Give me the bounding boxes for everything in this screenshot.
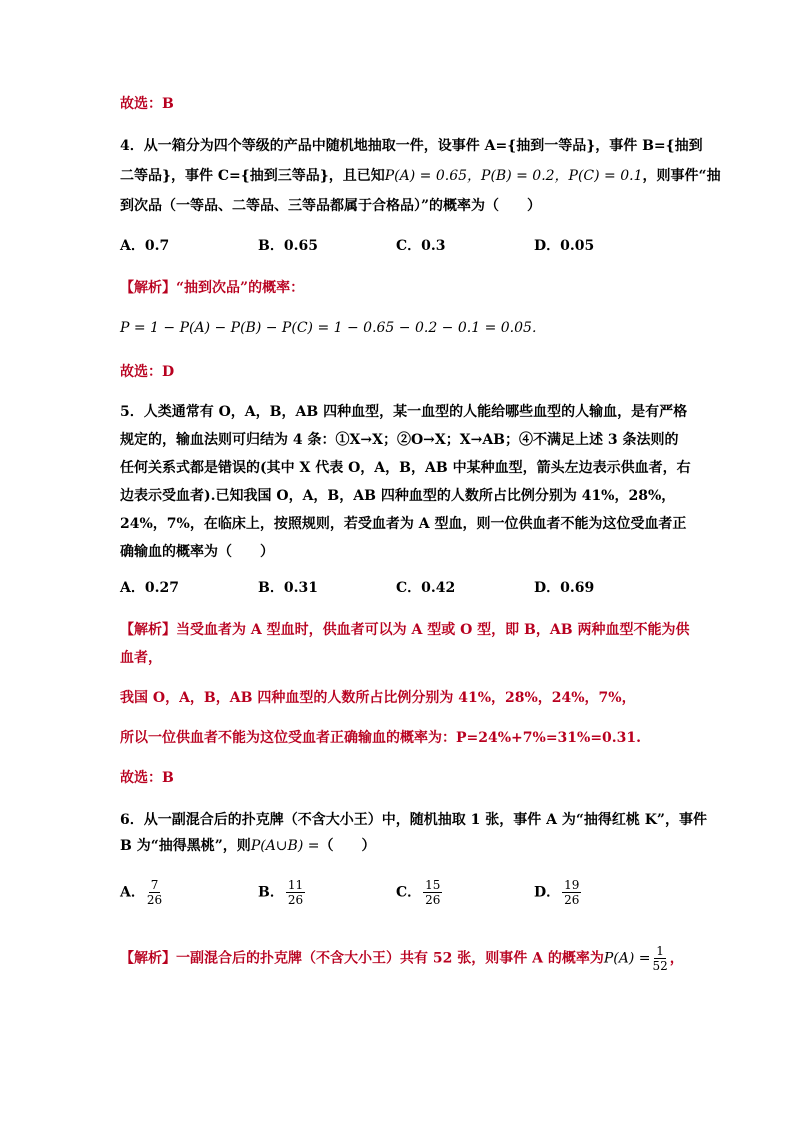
q5-stem-line2: 规定的，输血法则可归结为 4 条：①X→X；②O→X；X→AB；④不满足上述 3 条法则的 xyxy=(120,432,679,448)
q6-analysis-math: P(A) = xyxy=(603,950,651,967)
q5-stem-line5: 24%，7%，在临床上，按照规则，若受血者为 A 型血，则一位供血者不能为这位受血者正 xyxy=(120,516,687,532)
q4-option-a[interactable]: A．0.7 xyxy=(120,238,170,254)
q6-option-d[interactable] xyxy=(534,878,583,907)
analysis-label: 【解析】 xyxy=(120,622,176,638)
q4-option-c[interactable]: C．0.3 xyxy=(396,238,446,254)
q4-stem-line1: 4．从一箱分为四个等级的产品中随机地抽取一件，设事件 A={抽到一等品}，事件 B={抽到 xyxy=(120,138,703,154)
analysis-label: 【解析】 xyxy=(120,280,176,296)
q4-analysis xyxy=(120,278,304,298)
q4-stem-line2 xyxy=(120,166,721,186)
q3-answer: 故选：B xyxy=(120,96,174,112)
option-label: C． xyxy=(396,884,422,901)
q5-stem-line6: 确输血的概率为（ ） xyxy=(120,544,274,560)
q5-analysis-line4: 所以一位供血者不能为这位受血者正确输血的概率为：P=24%+7%=31%=0.31. xyxy=(120,730,642,746)
q5-stem-line1: 5．人类通常有 O，A，B，AB 四种血型，某一血型的人能给哪些血型的人输血，是有严格 xyxy=(120,404,688,420)
fraction xyxy=(423,878,442,907)
q6-stem-line2-tail: （ ） xyxy=(319,838,376,854)
q4-analysis-text: “抽到次品”的概率： xyxy=(176,280,305,296)
q5-option-b[interactable]: B．0.31 xyxy=(258,580,318,596)
fraction-denominator: 26 xyxy=(564,893,580,907)
q6-stem-line2-text: B 为“抽得黑桃”，则 xyxy=(120,838,251,854)
option-label: B． xyxy=(258,884,284,901)
fraction-numerator: 1 xyxy=(656,944,664,958)
q6-stem-line2 xyxy=(120,836,375,856)
fraction xyxy=(147,878,162,907)
fraction-numerator: 7 xyxy=(150,878,159,892)
q4-stem-line2-text: 二等品}，事件 C={抽到三等品}，且已知 xyxy=(120,168,385,184)
fraction-denominator: 52 xyxy=(652,959,668,973)
q5-analysis-line2: 血者， xyxy=(120,650,162,666)
q4-option-b[interactable]: B．0.65 xyxy=(258,238,318,254)
q4-probabilities: P(A) = 0.65，P(B) = 0.2，P(C) = 0.1 xyxy=(384,168,643,184)
q6-analysis-tail: ， xyxy=(669,950,684,967)
q4-option-d[interactable]: D．0.05 xyxy=(534,238,595,254)
q5-analysis-line1 xyxy=(120,620,689,640)
fraction-denominator: 26 xyxy=(287,893,304,907)
q5-answer: 故选：B xyxy=(120,770,174,786)
option-label: D． xyxy=(534,884,561,901)
fraction-denominator: 26 xyxy=(146,893,163,907)
q4-answer: 故选：D xyxy=(120,364,175,380)
q6-option-b[interactable] xyxy=(258,878,307,907)
q5-option-a[interactable]: A．0.27 xyxy=(120,580,179,596)
option-label: A． xyxy=(120,884,145,901)
q5-stem-line4: 边表示受血者).已知我国 O，A，B，AB 四种血型的人数所占比例分别为 41%，28%， xyxy=(120,488,676,504)
fraction xyxy=(652,944,667,973)
q5-option-c[interactable]: C．0.42 xyxy=(396,580,456,596)
q4-stem-line2-tail: ，则事件“抽 xyxy=(642,168,721,184)
fraction-numerator: 11 xyxy=(287,878,304,892)
q6-option-a[interactable] xyxy=(120,878,164,907)
fraction-numerator: 15 xyxy=(425,878,441,892)
q5-analysis-line3: 我国 O，A，B，AB 四种血型的人数所占比例分别为 41%，28%，24%，7%， xyxy=(120,690,636,706)
q4-formula: P = 1 − P(A) − P(B) − P(C) = 1 − 0.65 − 0.2 − 0.1 = 0.05． xyxy=(120,320,546,336)
q6-option-c[interactable] xyxy=(396,878,444,907)
q5-analysis-text1: 当受血者为 A 型血时，供血者可以为 A 型或 O 型，即 B，AB 两种血型不能为供 xyxy=(176,622,690,638)
q5-stem-line3: 任何关系式都是错误的(其中 X 代表 O，A，B，AB 中某种血型，箭头左边表示供血者，右 xyxy=(120,460,691,476)
q5-option-d[interactable]: D．0.69 xyxy=(534,580,595,596)
fraction xyxy=(286,878,305,907)
analysis-label: 【解析】 xyxy=(120,950,176,967)
q6-stem-line1: 6．从一副混合后的扑克牌（不含大小王）中，随机抽取 1 张，事件 A 为“抽得红桃 K”，事件 xyxy=(120,812,707,828)
q6-analysis xyxy=(120,944,684,973)
q4-stem-line3: 到次品（一等品、二等品、三等品都属于合格品）”的概率为（ ） xyxy=(120,198,542,214)
fraction xyxy=(562,878,581,907)
q6-analysis-text: 一副混合后的扑克牌（不含大小王）共有 52 张，则事件 A 的概率为 xyxy=(176,950,604,967)
q6-probability-expr: P(A∪B) = xyxy=(250,838,320,854)
fraction-denominator: 26 xyxy=(425,893,441,907)
fraction-numerator: 19 xyxy=(564,878,580,892)
